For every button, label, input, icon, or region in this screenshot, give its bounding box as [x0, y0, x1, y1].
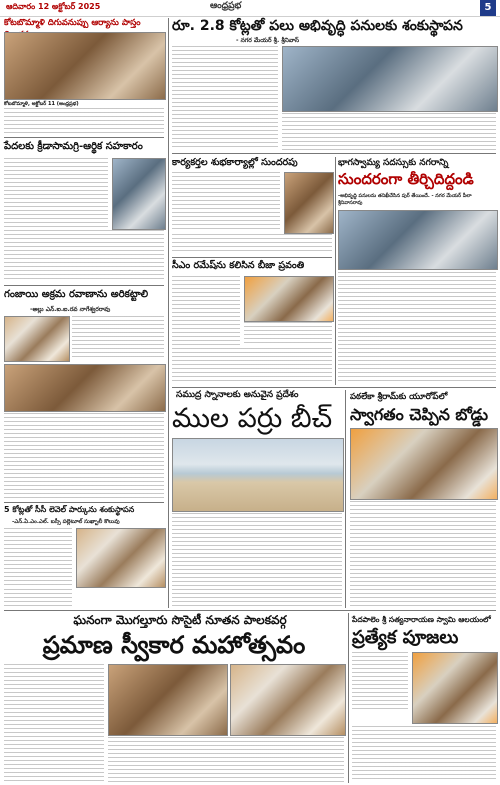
story-4-body	[4, 528, 72, 586]
story-10-kicker: ఘనంగా మొగల్తూరు సొసైటీ నూతన పాలకవర్గ	[73, 613, 287, 627]
story-10-body-cont	[108, 737, 344, 782]
story-2-photo	[112, 158, 166, 230]
story-3-body	[72, 316, 164, 360]
page-header-bar	[0, 0, 500, 17]
story-11-body	[352, 652, 408, 712]
story-1-photo	[4, 32, 166, 100]
story-6-body	[172, 276, 240, 346]
main-headline: రూ. 2.8 కోట్లతో పలు అభివృద్ధి పనులకు శంకుస్థాపన	[172, 18, 463, 34]
story-3-headline: గంజాయి అక్రమ రవాణాను అరికట్టాలి	[4, 289, 149, 300]
masthead: ఆంధ్రప్రభ	[210, 1, 242, 11]
story-10-photo-2	[230, 664, 346, 736]
story-8-photo	[172, 438, 344, 512]
story-4-headline: 5 కోట్లతో సీసీ లెవెల్ పార్కును శంకుస్థాపన	[4, 505, 135, 514]
story-3-body-cont	[4, 413, 164, 499]
story-5-body-cont	[172, 234, 332, 254]
main-story-body-cont	[282, 113, 496, 150]
story-8-headline: ముల పర్రు బీచ్	[172, 403, 333, 434]
story-6-headline: సీఎం రమేష్‌ను కలిసిన బీజా ప్రవంతి	[172, 260, 305, 271]
story-10-headline: ప్రమాణ స్వీకార మహోత్సవం	[42, 630, 306, 659]
story-7-kicker: భాగస్వామ్య సదస్సుకు నగరాన్ని	[338, 158, 449, 168]
story-9-kicker: పఠలేకా శ్రీరామ్‌కు యూరోప్‌లో	[350, 392, 448, 402]
edition-date: ఆదివారం 12 అక్టోబర్ 2025	[6, 2, 101, 11]
story-3-photo	[4, 316, 70, 362]
story-10-photo-1	[108, 664, 228, 736]
story-6-photo	[244, 276, 334, 322]
story-7-headline: సుందరంగా తీర్చిదిద్దండి	[338, 170, 474, 188]
story-1-body	[4, 108, 164, 134]
story-11-body-cont	[352, 726, 496, 782]
page-number-badge: 5	[480, 0, 496, 16]
main-byline: - నగర మేయర్ శ్రీ. శ్రీనివాస్	[236, 37, 300, 44]
story-3-byline: -అల్లు ఎన్.ఐ.ఐ.రవ నాగేశ్వరరావు	[30, 306, 111, 313]
story-11-headline: ప్రత్యేక పూజలు	[352, 627, 459, 648]
story-6-body-cont	[244, 322, 332, 346]
story-7-photo	[338, 210, 498, 270]
story-11-kicker: పేదపాలెం శ్రీ సత్యనారాయణ స్వామి ఆలయంలో	[352, 615, 491, 624]
story-10-body	[4, 664, 104, 782]
story-1-headline: కోటబొమ్మాళి దిగువనుప్పు ఆర్యాను పాస్తం	[4, 18, 141, 28]
story-7-body	[338, 272, 496, 384]
main-story-body	[172, 46, 278, 150]
story-5-body	[172, 172, 280, 232]
story-2-body-cont	[4, 230, 164, 282]
story-7-byline: -అభివృద్ధి పనులను తనిఖీచేసిన పుర్ తేయిందే. - నగర మేయర్ పీలా శ్రీనివాసరావు	[338, 193, 472, 206]
story-8-body	[172, 513, 342, 607]
story-1-dateline: కోటబొమ్మాళి, అక్టోబర్ 11 (ఆంధ్రప్రభ)	[4, 101, 79, 107]
story-8-kicker: సముద్ర స్నానాలకు అనువైన ప్రదేశం	[176, 390, 299, 400]
story-4-body-cont	[4, 589, 72, 607]
story-2-headline: పేదలకు క్రీడాసామగ్రి-ఆర్థిక సహకారం	[4, 141, 143, 152]
story-11-photo	[412, 652, 498, 724]
story-3-photo-2	[4, 364, 166, 412]
story-6-body-more	[172, 348, 332, 384]
story-9-photo	[350, 428, 498, 500]
story-5-photo	[284, 172, 334, 234]
story-4-photo	[76, 528, 166, 588]
story-9-headline: స్వాగతం చెప్పిన బోడ్డు	[350, 405, 489, 424]
story-4-byline: -ఎన్.ఏ.ఎం.ఎల్. బస్సీ పల్లెటూల్ సుఖ్బాలీ కొలువు	[12, 519, 120, 525]
story-5-headline: కార్యకర్తల శుభకార్యాల్లో సుందరపు	[172, 157, 298, 168]
story-9-body	[350, 501, 496, 607]
main-story-photo	[282, 46, 498, 112]
story-2-body	[4, 158, 108, 228]
